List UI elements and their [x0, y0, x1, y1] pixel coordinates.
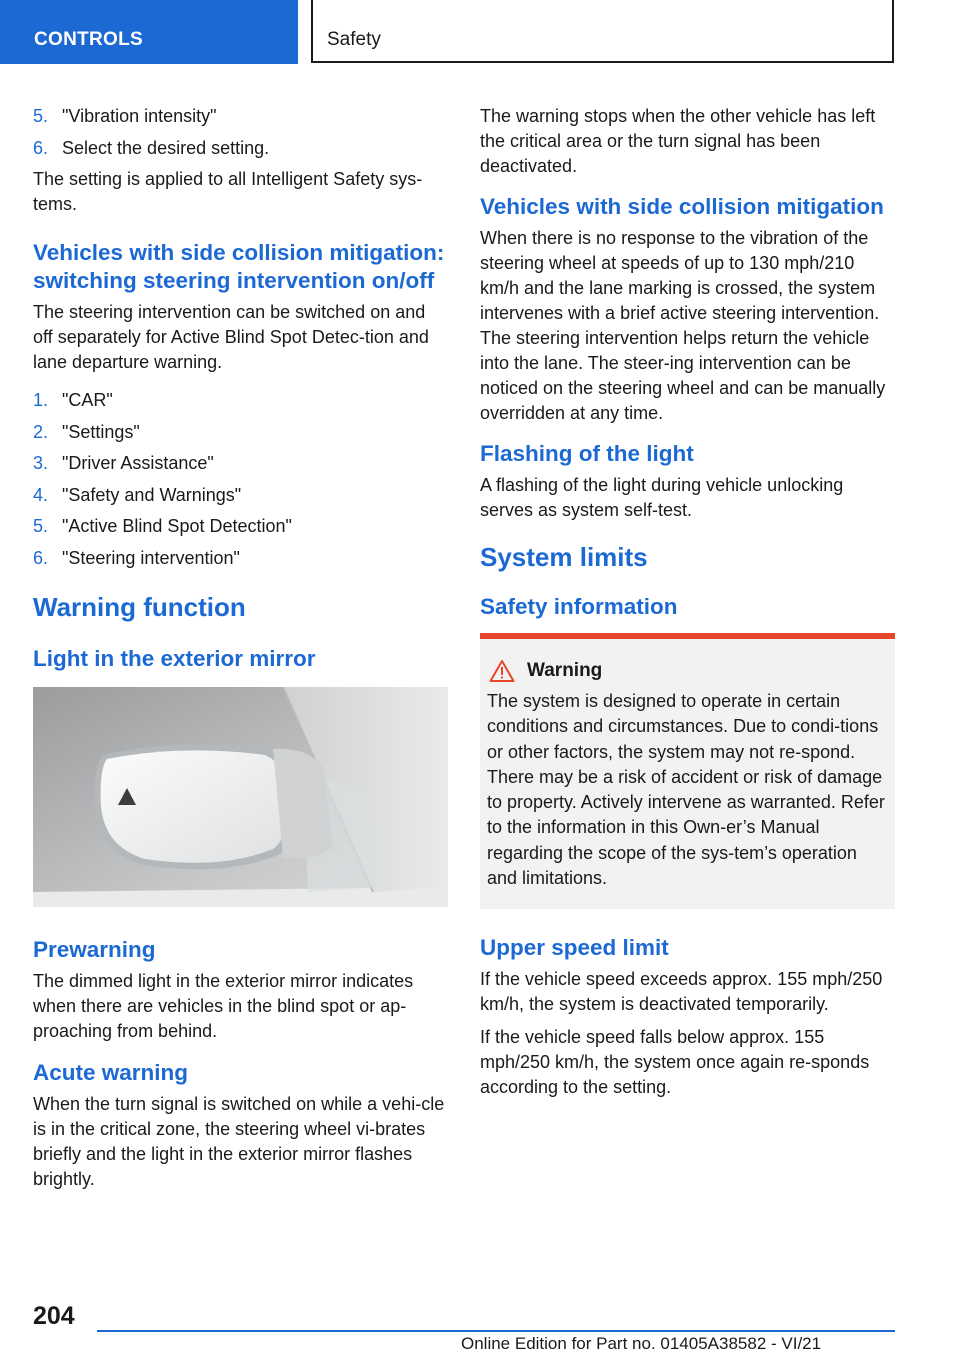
page-number: 204 [33, 1302, 75, 1330]
light-mirror-heading: Light in the exterior mirror [33, 645, 316, 671]
warning-label: Warning [527, 660, 603, 681]
steps-list-a [33, 104, 448, 161]
warning-triangle-icon [489, 659, 515, 683]
side-collision-paragraph: When there is no response to the vibration of the steering wheel at speeds of up to 130 mph/210 km/h and the lane marking is crossed, the system intervenes with a brief active steering intervention. The steering intervention helps return the vehicle into the lane. The steer-ing intervention can be noticed on the steering wheel and can be manually overridden at any time. [480, 228, 886, 423]
warning-text: The system is designed to operate in certain conditions and circumstances. Due to condi-tions or other factors, the system may not re-spond. There may be a risk of accident or risk of damage to property. Actively intervene as warranted. Refer to the information in this Own-er’s Manual regarding the scope of the sys-tem’s operation and limitations. [487, 691, 885, 889]
section-title: Safety [327, 29, 381, 50]
upper-speed-paragraph-1: If the vehicle speed exceeds approx. 155 mph/250 km/h, the system is deactivated temporarily. [480, 969, 883, 1015]
edition-footer: Online Edition for Part no. 01405A38582 - VI/21 [461, 1334, 822, 1353]
list-item: 4. "Safety and Warnings" [33, 484, 242, 505]
steering-heading: Vehicles with side collision mitigation: switching steering intervention on/off [33, 240, 445, 293]
exterior-mirror-image [33, 687, 448, 907]
applied-paragraph: The setting is applied to all Intelligent Safety sys-tems. [33, 169, 423, 214]
steps-list-b [33, 388, 448, 571]
chapter-title: CONTROLS [34, 29, 144, 50]
list-item: 5. "Active Blind Spot Detection" [33, 516, 292, 536]
safety-info-heading: Safety information [480, 594, 678, 619]
warning-header [487, 659, 888, 683]
chapter-tab [0, 0, 298, 64]
list-item: 3. "Driver Assistance" [33, 453, 214, 473]
list-item: 2. "Settings" [33, 421, 140, 442]
warning-function-heading: Warning function [33, 591, 246, 622]
system-limits-heading: System limits [480, 542, 648, 572]
flashing-heading: Flashing of the light [480, 441, 694, 466]
prewarning-paragraph: The dimmed light in the exterior mirror indicates when there are vehicles in the blind spot or ap-proaching from behind. [33, 970, 414, 1041]
upper-speed-heading: Upper speed limit [480, 935, 669, 961]
left-column [33, 104, 448, 1192]
steering-paragraph: The steering intervention can be switched on and off separately for Active Blind Spot Detec-tion and lane departure warning. [33, 302, 429, 372]
footer-divider [97, 1330, 895, 1332]
warning-stops-paragraph: The warning stops when the other vehicle has left the critical area or the turn signal has been deactivated. [480, 106, 876, 176]
section-header [311, 0, 894, 63]
prewarning-heading: Prewarning [33, 936, 156, 962]
flashing-paragraph: A flashing of the light during vehicle unlocking serves as system self-test. [480, 475, 844, 520]
list-item: 6. Select the desired setting. [33, 137, 270, 158]
side-collision-heading: Vehicles with side collision mitigation [480, 194, 884, 219]
warning-box [480, 633, 895, 909]
acute-warning-paragraph: When the turn signal is switched on while a vehi-cle is in the critical zone, the steering wheel vi-brates briefly and the light in the exterior mirror flashes brightly. [33, 1093, 445, 1189]
list-item: 5. "Vibration intensity" [33, 106, 217, 126]
list-item: 6. "Steering intervention" [33, 547, 240, 568]
right-column [480, 104, 895, 1100]
upper-speed-paragraph-2: If the vehicle speed falls below approx. 155 mph/250 km/h, the system once again re-sponds according to the setting. [480, 1027, 870, 1098]
acute-warning-heading: Acute warning [33, 1059, 189, 1085]
list-item: 1. "CAR" [33, 390, 113, 410]
